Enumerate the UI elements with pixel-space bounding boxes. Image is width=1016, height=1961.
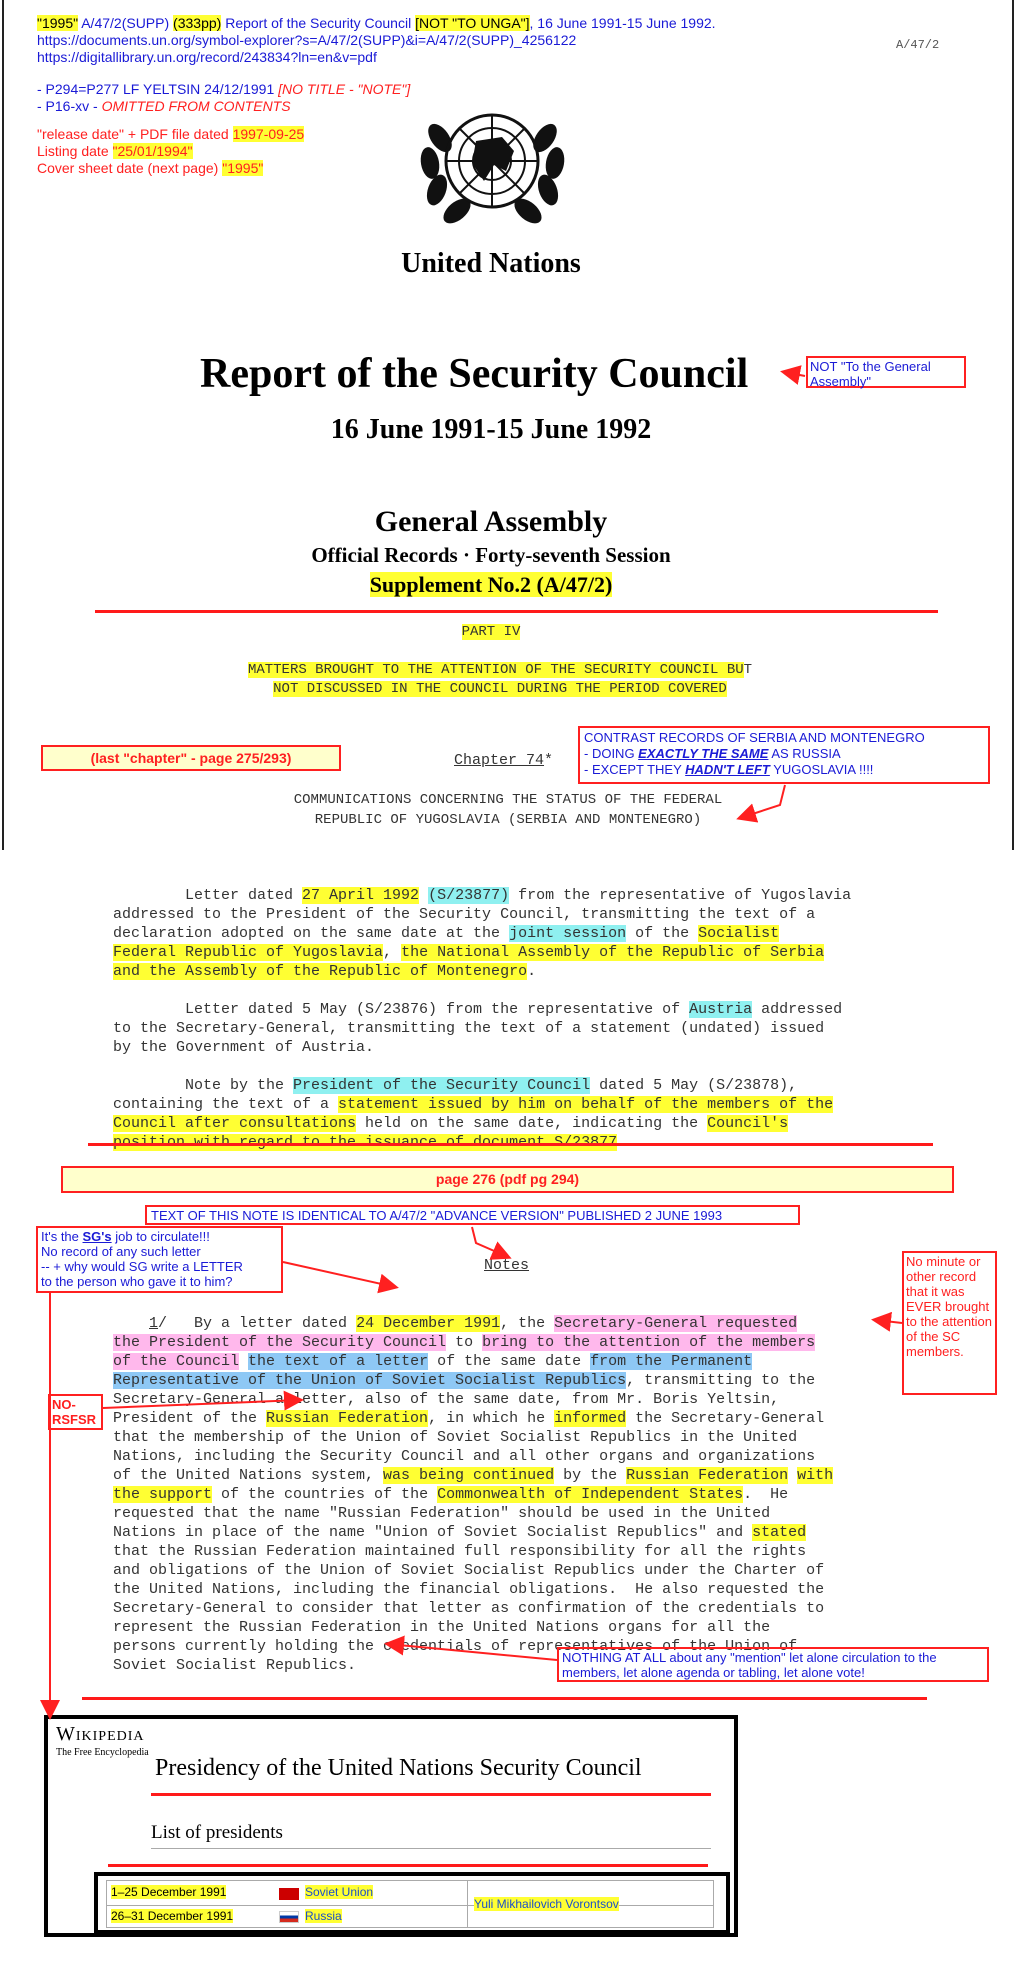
doc-symbol: A/47/2(SUPP) [81, 15, 170, 31]
listing-date: Listing date "25/01/1994" [37, 143, 193, 159]
cover-date: Cover sheet date (next page) "1995" [37, 160, 264, 176]
wiki-table [94, 1872, 730, 1934]
title-note: NOT "To the General Assembly" [806, 356, 966, 388]
communications-heading: COMMUNICATIONS CONCERNING THE STATUS OF THE FEDERAL REPUBLIC OF YUGOSLAVIA (SERBIA AND MONTENEGRO) [293, 792, 723, 828]
part-label: PART IV [461, 624, 521, 640]
last-chapter-label: (last "chapter" - page 275/293) [90, 750, 292, 766]
report-title: Report of the Security Council [200, 351, 749, 397]
url-symbol-explorer[interactable]: https://documents.un.org/symbol-explorer?s=A/47/2(SUPP)&i=A/47/2(SUPP)_4256122 [37, 32, 577, 48]
page276-label: page 276 (pdf pg 294) [435, 1171, 580, 1187]
org-name: United Nations [401, 248, 581, 279]
bullet-p16: - P16-xv - OMITTED FROM CONTENTS [37, 98, 291, 114]
president-cell [467, 1881, 715, 1928]
divider-2 [88, 1143, 933, 1146]
ussr-flag-icon [279, 1888, 299, 1900]
chapter-label: Chapter 74* [454, 752, 554, 769]
release-date: "release date" + PDF file dated 1997-09-25 [37, 126, 305, 142]
official-records: Official Records · Forty-seventh Session [311, 543, 671, 567]
wiki-section-rule [151, 1848, 711, 1849]
symbol-right: A/47/2 [896, 38, 940, 52]
bullet-p294: - P294=P277 LF YELTSIN 24/12/1991 [NO TITLE - "NOTE"] [37, 81, 411, 97]
not-to-unga: [NOT "TO UNGA"] [415, 15, 530, 31]
wikipedia-tagline: The Free Encyclopedia [56, 1747, 149, 1758]
row2-dates: 26–31 December 1991 [111, 1909, 234, 1923]
wiki-title-rule [151, 1793, 711, 1796]
wiki-table-inner [106, 1880, 714, 1928]
part-label-wrap [0, 624, 982, 640]
header-block [37, 15, 777, 177]
note-block: 1/ By a letter dated 24 December 1991, the Secretary-General requested the President of the Security Council to bring to the attention of the members of the Council the text of a letter of the same date from the Permanent Representative of the Union of Soviet Socialist Republics, transmitting to the Secretary-General a letter, also of the same date, from Mr. Boris Yeltsin, President of the Russian Federation, in which he informed the Secretary-General that the membership of the Union of Soviet Socialist Republics in the United Nations, including the Security Council and all other organs and organizations of the United Nations system, was being continued by the Russian Federation with the support of the countries of the Commonwealth of Independent States. He requested that the name "Russian Federation" should be used in the United Nations in place of the name "Union of Soviet Socialist Republics" and stated that the Russian Federation maintained full responsibility for all the rights and obligations of the Union of Soviet Socialist Republics under the Charter of the United Nations, including the financial obligations. He also requested the Secretary-General to consider that letter as confirmation of the credentials to represent the Russian Federation in the United Nations organs for all the persons currently holding the credentials of representatives of the Union of Soviet Socialist Republics. [113, 1315, 834, 1674]
row2-country[interactable]: Russia [305, 1909, 342, 1923]
header-line1 [37, 15, 777, 32]
president-name[interactable]: Yuli Mikhailovich Vorontsov [474, 1897, 619, 1911]
un-emblem-icon [410, 93, 575, 233]
letters-block: Letter dated 27 April 1992 (S/23877) from the representative of Yugoslavia addressed to the President of the Security Council, transmitting the text of a declaration adopted on the same date at the joint session of the Socialist Federal Republic of Yugoslavia, the National Assembly of the Republic of Serbia and the Assembly of the Republic of Montenegro. Letter dated 5 May (S/23876) from the representative of Austria addressed to the Secretary-General, transmitting the text of a statement (undated) issued by the Government of Austria. Note by the President of the Security Council dated 5 May (S/23878), containing the text of a statement issued by him on behalf of the members of the Council after consultations held on the same date, indicating the Council's [113, 867, 851, 1171]
part-heading: MATTERS BROUGHT TO THE ATTENTION OF THE SECURITY COUNCIL BUT NOT DISCUSSED IN THE COUNCIL DURING THE PERIOD COVERED [247, 662, 753, 697]
page-edge-right [1012, 0, 1014, 850]
no-rsfsr-note: NO-RSFSR [48, 1394, 103, 1430]
supplement-wrap [0, 572, 982, 598]
wiki-section-heading: List of presidents [151, 1822, 283, 1843]
row1-country[interactable]: Soviet Union [305, 1885, 374, 1899]
no-minute-note: No minute or other record that it was EVER brought to the attention of the SC members. [902, 1251, 997, 1395]
page-count: (333pp) [173, 15, 222, 31]
divider-3 [82, 1697, 927, 1700]
contrast-note: CONTRAST RECORDS OF SERBIA AND MONTENEGRO - DOING EXACTLY THE SAME AS RUSSIA - EXCEPT THEY HADN'T LEFT YUGOSLAVIA !!!! [578, 726, 990, 784]
supplement: Supplement No.2 (A/47/2) [369, 572, 613, 597]
nothing-at-all-note: NOTHING AT ALL about any "mention" let alone circulation to the members, let alone agenda or tabling, let alone vote! [557, 1647, 989, 1682]
date-range: , 16 June 1991-15 June 1992. [529, 15, 716, 31]
wikipedia-excerpt [44, 1715, 738, 1937]
wiki-article-title: Presidency of the United Nations Security Council [155, 1755, 642, 1781]
tag-1995: "1995" [37, 15, 79, 31]
url-digital-library[interactable]: https://digitallibrary.un.org/record/243834?ln=en&v=pdf [37, 49, 377, 65]
wiki-section-red-rule [108, 1864, 708, 1867]
doc-title: Report of the Security Council [225, 15, 412, 31]
sg-job-note: It's the SG's job to circulate!!! No record of any such letter -- + why would SG write a LETTER to the person who gave it to him? [36, 1226, 283, 1293]
identical-note: TEXT OF THIS NOTE IS IDENTICAL TO A/47/2 "ADVANCE VERSION" PUBLISHED 2 JUNE 1993 [145, 1205, 800, 1225]
russia-flag-icon [279, 1911, 299, 1923]
notes-heading: Notes [484, 1257, 530, 1274]
ga-title: General Assembly [374, 505, 608, 538]
divider-1 [95, 610, 938, 613]
report-dates: 16 June 1991-15 June 1992 [330, 414, 652, 445]
page-edge-left [2, 0, 4, 850]
wikipedia-logo: Wikipedia [56, 1723, 145, 1745]
row1-dates: 1–25 December 1991 [111, 1885, 227, 1899]
